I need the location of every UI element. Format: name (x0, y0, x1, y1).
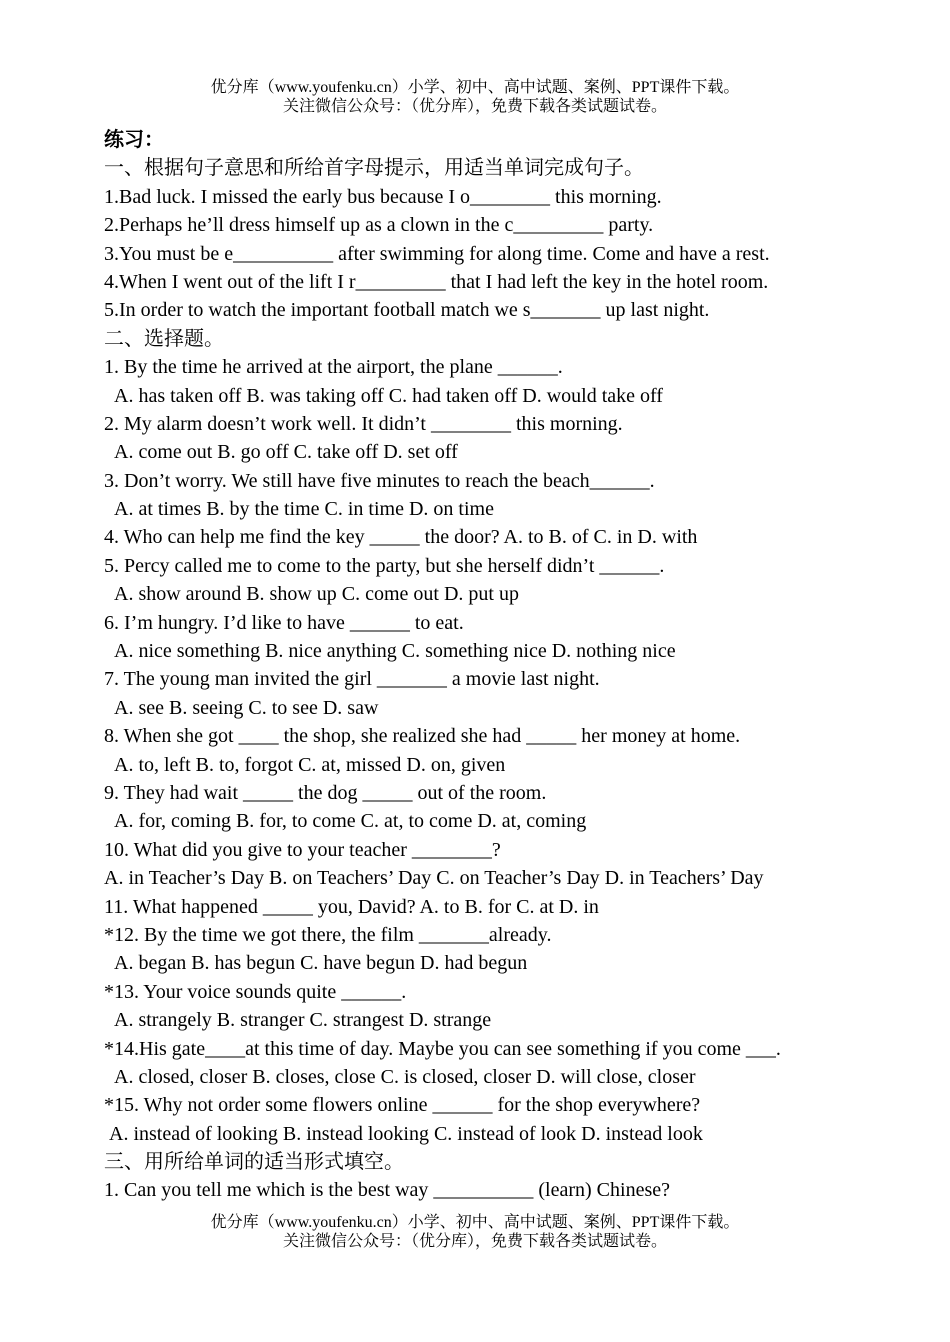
section-heading-2: 二、选择题。 (104, 327, 224, 350)
footer-line-2: 关注微信公众号：（优分库），免费下载各类试题试卷。 (282, 1233, 667, 1250)
question-line: 8. When she got ____ the shop, she realized she had _____ her money at home. (104, 725, 741, 748)
options-line: A. strangely B. stranger C. strangest D. strange (114, 1009, 492, 1032)
question-line: 10. What did you give to your teacher ________? (104, 838, 501, 861)
question-line: 4.When I went out of the lift I r_________ that I had left the key in the hotel room. (104, 270, 769, 293)
question-line: 2.Perhaps he’ll dress himself up as a clown in the c_________ party. (104, 214, 654, 237)
options-line: A. for, coming B. for, to come C. at, to come D. at, coming (114, 810, 587, 833)
question-line: *12. By the time we got there, the film _______already. (104, 923, 552, 946)
header-line-1: 优分库（www.youfenku.cn）小学、初中、高中试题、案例、PPT课件下载。 (210, 79, 740, 96)
question-line: *15. Why not order some flowers online ______ for the shop everywhere? (104, 1094, 701, 1117)
options-line: A. show around B. show up C. come out D. put up (114, 583, 519, 606)
question-line: 1. By the time he arrived at the airport, the plane ______. (104, 356, 563, 379)
options-line: A. nice something B. nice anything C. something nice D. nothing nice (114, 640, 676, 663)
question-line: 4. Who can help me find the key _____ the door? A. to B. of C. in D. with (104, 526, 698, 549)
options-line: A. to, left B. to, forgot C. at, missed D. on, given (114, 753, 506, 776)
page-header (0, 78, 950, 116)
worksheet-body (104, 126, 924, 1205)
page-footer (0, 1213, 950, 1251)
question-line: 9. They had wait _____ the dog _____ out of the room. (104, 781, 547, 804)
options-line: A. in Teacher’s Day B. on Teachers’ Day C. on Teacher’s Day D. in Teachers’ Day (104, 867, 764, 890)
section-heading-3: 三、用所给单词的适当形式填空。 (104, 1151, 404, 1174)
question-line: 5. Percy called me to come to the party, but she herself didn’t ______. (104, 554, 665, 577)
question-line: 5.In order to watch the important football match we s_______ up last night. (104, 299, 710, 322)
footer-line-1: 优分库（www.youfenku.cn）小学、初中、高中试题、案例、PPT课件下载。 (210, 1214, 740, 1231)
section-heading-1: 一、根据句子意思和所给首字母提示，用适当单词完成句子。 (104, 157, 644, 180)
options-line: A. closed, closer B. closes, close C. is closed, closer D. will close, closer (114, 1065, 696, 1088)
question-line: 2. My alarm doesn’t work well. It didn’t ________ this morning. (104, 412, 623, 435)
options-line: A. see B. seeing C. to see D. saw (114, 696, 379, 719)
options-line: A. has taken off B. was taking off C. had taken off D. would take off (114, 384, 663, 407)
question-line: 11. What happened _____ you, David? A. to B. for C. at D. in (104, 895, 599, 918)
question-line: 6. I’m hungry. I’d like to have ______ to eat. (104, 611, 464, 634)
header-line-2: 关注微信公众号：（优分库），免费下载各类试题试卷。 (282, 98, 667, 115)
options-line: A. come out B. go off C. take off D. set off (114, 441, 458, 464)
question-line: 3.You must be e__________ after swimming for along time. Come and have a rest. (104, 242, 770, 265)
question-line: *14.His gate____at this time of day. Maybe you can see something if you come ___. (104, 1037, 781, 1060)
question-line: 3. Don’t worry. We still have five minutes to reach the beach______. (104, 469, 655, 492)
options-line: A. at times B. by the time C. in time D. on time (114, 498, 494, 521)
section-title: 练习： (104, 129, 164, 151)
options-line: A. instead of looking B. instead looking C. instead of look D. instead look (109, 1122, 703, 1145)
question-line: 1. Can you tell me which is the best way __________ (learn) Chinese? (104, 1179, 670, 1202)
question-line: 7. The young man invited the girl _______ a movie last night. (104, 668, 600, 691)
options-line: A. began B. has begun C. have begun D. had begun (114, 952, 528, 975)
question-line: 1.Bad luck. I missed the early bus because I o________ this morning. (104, 185, 662, 208)
question-line: *13. Your voice sounds quite ______. (104, 980, 407, 1003)
